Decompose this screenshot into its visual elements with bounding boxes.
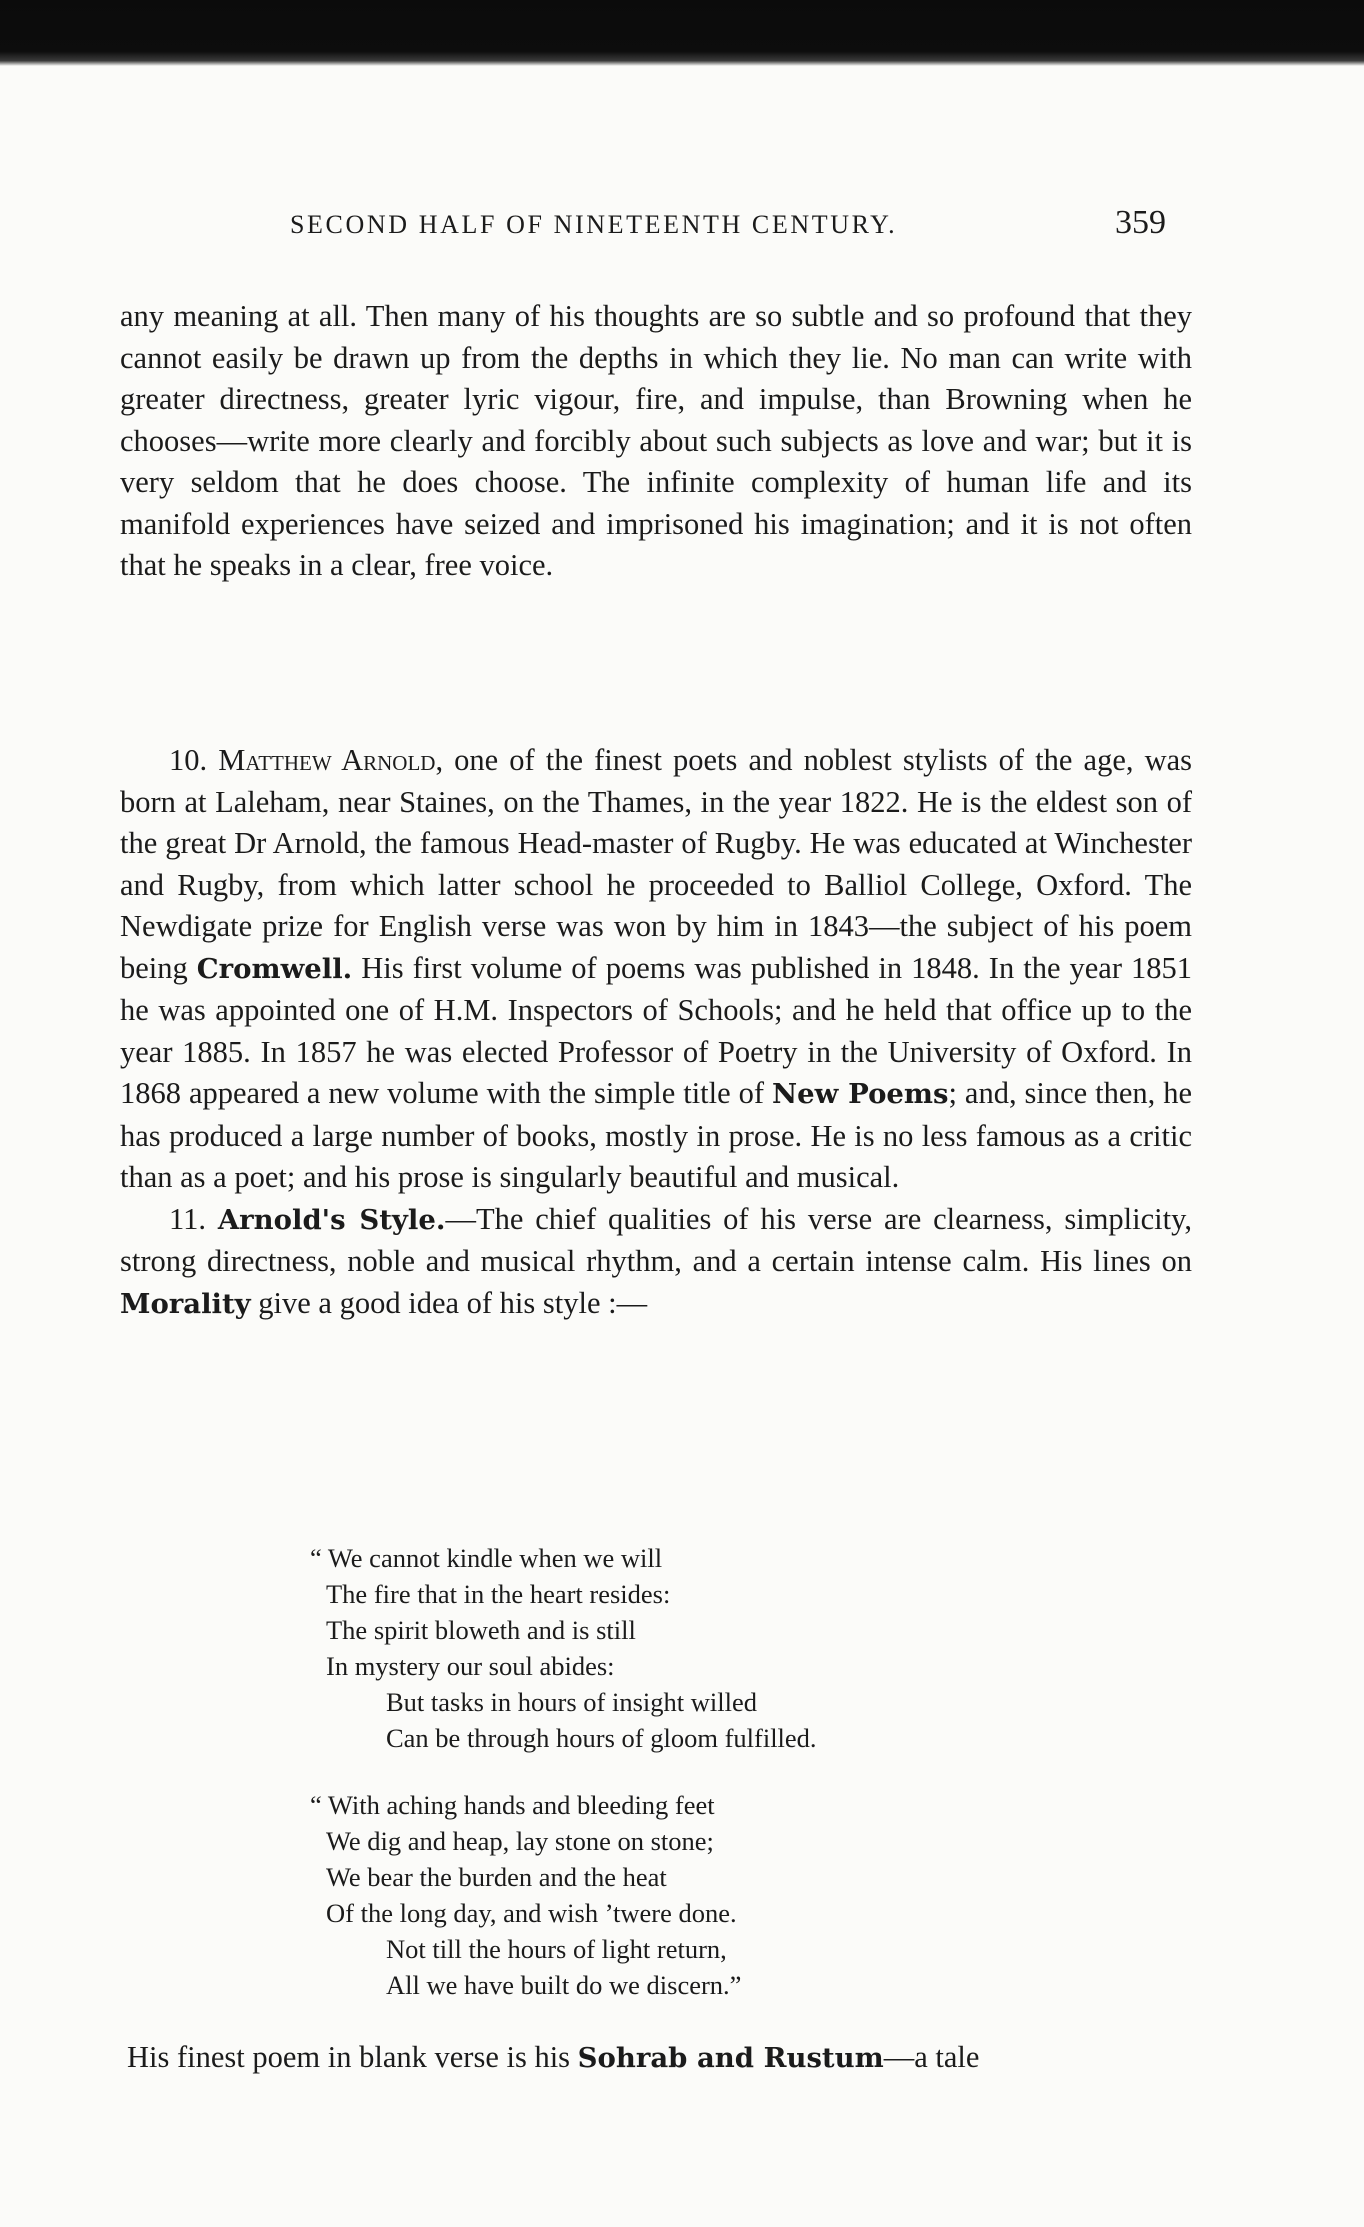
poem-line: “ With aching hands and bleeding feet — [310, 1790, 715, 1820]
section-11-heading: Arnold's Style. — [217, 1203, 446, 1236]
section-10-text-1: , one of the finest poets and noblest stylists of the age, was born at Laleham, near Staines, on the Thames, in the year 1822. He is the eldest son of the great Dr Arnold, the famous Head-master of Rugby. He was educated at Winchester and Rugby, from which latter school he proceeded to Balliol College, Oxford. The Newdigate prize for English verse was won by him in 1843—the subject of his poem being — [120, 743, 1193, 985]
section-11-text-1: —The chief qualities of his verse are clearness, simplicity, strong directness, noble and musical rhythm, and a certain intense calm. His lines on — [120, 1201, 1192, 1278]
running-head: SECOND HALF OF NINETEENTH CENTURY. — [290, 210, 898, 239]
poem-line: The fire that in the heart resides: — [326, 1579, 671, 1609]
work-title-cromwell: Cromwell. — [196, 952, 353, 985]
section-10-text-2: His first volume of poems was published in 1848. In the year 1851 he was appointed one of H.M. Inspectors of Schools; and he held that office up to the year 1885. In 1857 he was elected Professor of Poetry in the University of Oxford. In 1868 appeared a new volume with the simple title of — [120, 950, 1192, 1110]
closing-line — [127, 2040, 979, 2075]
section-10-text-3: ; and, since then, he has produced a large number of books, mostly in prose. He is no less famous as a critic than as a poet; and his prose is singularly beautiful and musical. — [120, 1076, 1193, 1194]
poem-line: Not till the hours of light return, — [386, 1934, 727, 1964]
poem-line: We dig and heap, lay stone on stone; — [326, 1826, 714, 1856]
poem-line: Of the long day, and wish ’twere done. — [326, 1898, 737, 1928]
section-11-number: 11. — [169, 1201, 206, 1236]
paragraph-browning-end: any meaning at all. Then many of his thoughts are so subtle and so profound that they cannot easily be drawn up from the depths in which they lie. No man can write with greater directness, greater lyric vigour, fire, and impulse, than Browning when he chooses—write more clearly and forcibly about such subjects as love and war; but it is very seldom that he does choose. The infinite complexity of human life and its manifold experiences have seized and imprisoned his imagination; and it is not often that he speaks in a clear, free voice. — [120, 299, 1192, 582]
section-11-text-2: give a good idea of his style :— — [250, 1285, 648, 1320]
work-title-sohrab-and-rustum: Sohrab and Rustum — [577, 2042, 884, 2074]
closing-text-2: —a tale — [883, 2040, 980, 2074]
poem-line: The spirit bloweth and is still — [326, 1615, 636, 1645]
scan-top-border — [0, 0, 1364, 66]
poem-line: In mystery our soul abides: — [326, 1651, 615, 1681]
page-number: 359 — [1115, 204, 1166, 241]
work-title-morality: Morality — [120, 1287, 251, 1320]
work-title-new-poems: New Poems — [771, 1078, 949, 1110]
poem-line: “ We cannot kindle when we will — [310, 1543, 663, 1573]
poem-stanza-2 — [310, 1787, 742, 2003]
poem-line: We bear the burden and the heat — [326, 1862, 667, 1892]
section-10-paragraph — [120, 740, 1192, 1199]
closing-text-1: His finest poem in blank verse is his — [127, 2040, 578, 2074]
page-header — [0, 204, 1364, 250]
section-10-name: Matthew Arnold — [218, 743, 436, 777]
poem-stanza-1 — [310, 1540, 817, 1756]
section-10-number: 10. — [169, 743, 208, 777]
section-11-paragraph — [120, 1199, 1192, 1326]
body-text-top — [120, 296, 1192, 587]
poem-line: But tasks in hours of insight willed — [386, 1687, 757, 1717]
body-text-main — [120, 740, 1192, 1325]
poem-line: Can be through hours of gloom fulfilled. — [386, 1723, 817, 1753]
poem-line: All we have built do we discern.” — [386, 1970, 742, 2000]
